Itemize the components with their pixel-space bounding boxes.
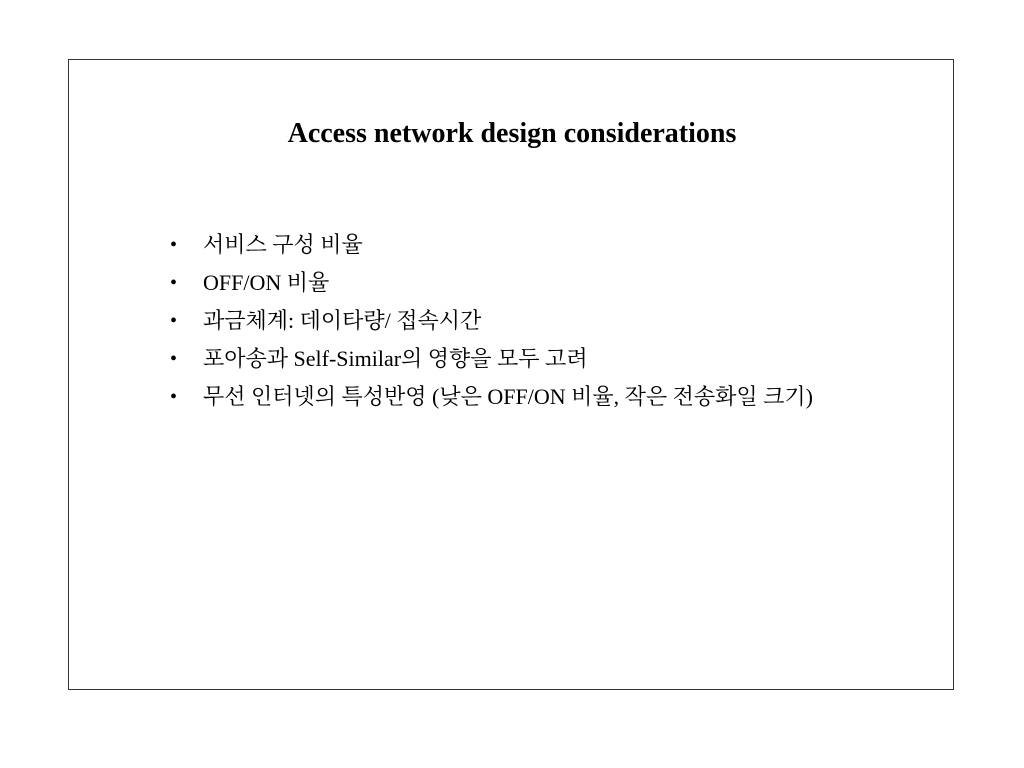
list-item	[162, 381, 942, 413]
bullet-text: 무선 인터넷의 특성반영 (낮은 OFF/ON 비율, 작은 전송화일 크기)	[203, 384, 813, 409]
list-item	[162, 267, 942, 299]
bullet-icon: •	[170, 386, 178, 408]
bullet-text: 서비스 구성 비율	[203, 232, 363, 257]
bullet-text: OFF/ON 비율	[203, 270, 330, 295]
slide-title: Access network design considerations	[287, 118, 737, 149]
list-item	[162, 305, 942, 337]
bullet-list	[162, 229, 942, 419]
bullet-icon: •	[170, 348, 178, 370]
bullet-icon: •	[170, 234, 178, 256]
bullet-icon: •	[170, 310, 178, 332]
list-item	[162, 343, 942, 375]
list-item	[162, 229, 942, 261]
bullet-text: 과금체계: 데이타량/ 접속시간	[203, 308, 482, 333]
bullet-text: 포아송과 Self-Similar의 영향을 모두 고려	[203, 346, 588, 371]
bullet-icon: •	[170, 272, 178, 294]
